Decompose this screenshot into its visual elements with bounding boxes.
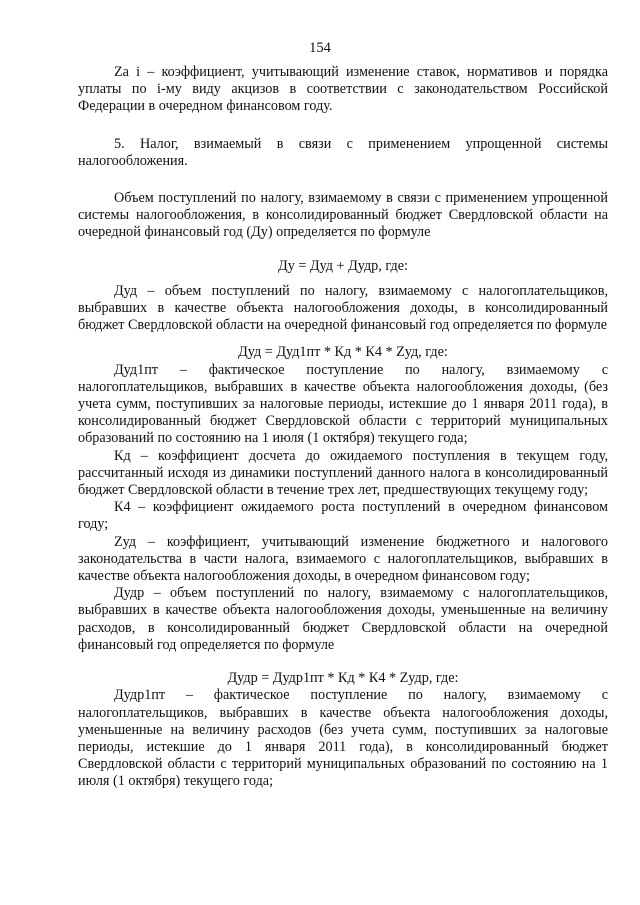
paragraph-dud1pt-definition: Дуд1пт – фактическое поступление по налогу, взимаемому с налогоплательщиков, выбравших в качестве объекта налогообложения доходы, (без учета сумм, поступивших за налоговые периоды, истекшие до 1 января 2011 года), в консолидированный бюджет Свердловской области с территорий муниципальных образований по состоянию на 1 июля (1 октября) текущего года;: [78, 361, 608, 447]
paragraph-zud-definition: Zуд – коэффициент, учитывающий изменение бюджетного и налогового законодательства в части налога, взимаемого с налогоплательщиков, выбравших в качестве объекта налогообложения доходы, в очередном финансовом году;: [78, 533, 608, 585]
formula-dudr: Дудр = Дудр1пт * Кд * К4 * Zудр, где:: [227, 670, 459, 687]
paragraph-dudr1pt-definition: Дудр1пт – фактическое поступление по налогу, взимаемому с налогоплательщиков, выбравших в качестве объекта налогообложения доходы, уменьшенные на величину расходов (без учета сумм, поступивших за налоговые периоды, истекшие до 1 января 2011 года), в консолидированный бюджет Свердловской области с территорий муниципальных образований по состоянию на 1 июля (1 октября) текущего года;: [78, 687, 608, 790]
paragraph-dud-definition: Дуд – объем поступлений по налогу, взимаемому с налогоплательщиков, выбравших в качестве объекта налогообложения доходы, в консолидированный бюджет Свердловской области на очередной финансовый год определяется по формуле: [78, 282, 608, 334]
formula-du: Ду = Дуд + Дудр, где:: [278, 257, 408, 274]
document-body: [78, 64, 608, 791]
paragraph-k4-definition: К4 – коэффициент ожидаемого роста поступлений в очередном финансовом году;: [78, 499, 608, 533]
formula-dud: Дуд = Дуд1пт * Кд * К4 * Zуд, где:: [238, 344, 448, 361]
section-5-heading: 5. Налог, взимаемый в связи с применением упрощенной системы налогообложения.: [78, 135, 608, 169]
page-number: 154: [309, 40, 331, 56]
paragraph-dudr-definition: Дудр – объем поступлений по налогу, взимаемому с налогоплательщиков, выбравших в качестве объекта налогообложения доходы, уменьшенные на величину расходов, в консолидированный бюджет Свердловской области на очередной финансовый год определяется по формуле: [78, 585, 608, 653]
paragraph-du-intro: Объем поступлений по налогу, взимаемому в связи с применением упрощенной системы налогообложения, в консолидированный бюджет Свердловской области на очередной финансовый год (Ду) определяется по формуле: [78, 190, 608, 241]
paragraph-za-i: Za i – коэффициент, учитывающий изменение ставок, нормативов и порядка уплаты по i-му виду акцизов в соответствии с законодательством Российской Федерации в очередном финансовом году.: [78, 64, 608, 115]
paragraph-kd-definition: Кд – коэффициент досчета до ожидаемого поступления в текущем году, рассчитанный исходя из динамики поступлений данного налога в консолидированный бюджет Свердловской области в течение трех лет, предшествующих текущему году;: [78, 447, 608, 499]
